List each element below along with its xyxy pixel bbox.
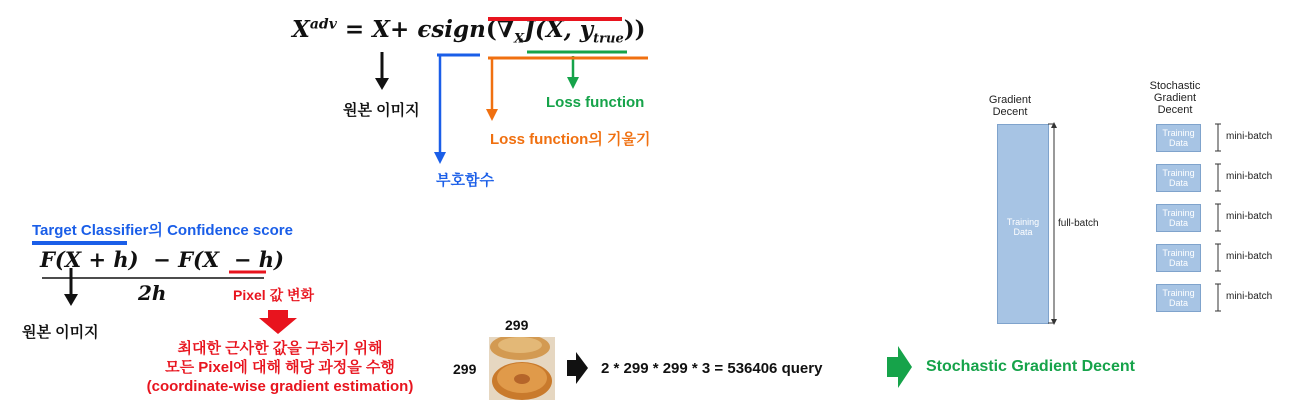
- sgd-title-line-1: Stochastic: [1149, 80, 1201, 92]
- eq-plus: +: [390, 16, 410, 43]
- eq-nabla-sub: X: [514, 31, 525, 47]
- mini-box-line-1: Training: [1162, 168, 1195, 178]
- explain-line-3: (coordinate-wise gradient estimation): [146, 378, 414, 395]
- mini-box-line-1: Training: [1162, 208, 1195, 218]
- mini-box-line-1: Training: [1162, 248, 1195, 258]
- gd-title-line-1: Gradient: [988, 94, 1032, 106]
- original-image-label-top: 원본 이미지: [343, 102, 420, 119]
- full-batch-label: full-batch: [1058, 218, 1099, 229]
- full-training-data-box: [997, 124, 1049, 324]
- fd-numerator: F(X + h) − F(X − h): [40, 247, 284, 272]
- orange-arrow-head: [486, 109, 498, 121]
- full-batch-bracket: [1048, 78, 1078, 334]
- sgd-title: [1140, 80, 1210, 116]
- mini-box-line-2: Data: [1168, 258, 1188, 268]
- mini-batch-label: mini-batch: [1226, 171, 1273, 182]
- bagel-icon: [489, 337, 555, 400]
- mini-box-label: [1157, 208, 1200, 228]
- mini-training-data-box: [1156, 284, 1201, 312]
- eq-lhs: X: [292, 16, 310, 43]
- blue-arrow-head: [434, 152, 446, 164]
- mini-batch-bracket: [1213, 162, 1227, 194]
- mini-batch-label: mini-batch: [1226, 131, 1273, 142]
- mini-box-label: [1157, 168, 1200, 188]
- eq-lhs-sup: adv: [309, 16, 337, 33]
- sgd-result-label: Stochastic Gradient Decent: [926, 358, 1135, 375]
- explain-line-1: 최대한 근사한 값을 구하기 위해: [177, 340, 383, 357]
- loss-gradient-label: Loss function의 기울기: [490, 131, 651, 148]
- full-box-line-2: Data: [1013, 227, 1033, 237]
- mini-box-line-1: Training: [1162, 288, 1195, 298]
- mini-batch-bracket: [1213, 202, 1227, 234]
- gd-title-line-2: Decent: [992, 106, 1028, 118]
- red-block-arrow: [259, 310, 297, 334]
- eq-equals: =: [344, 16, 365, 43]
- green-block-arrow: [887, 346, 912, 388]
- mini-batch-bracket: [1213, 282, 1227, 314]
- mini-box-line-2: Data: [1168, 178, 1188, 188]
- eq-args-sub: true: [593, 31, 624, 47]
- query-formula: 2 * 299 * 299 * 3 = 536406 query: [601, 360, 823, 377]
- gd-title: [980, 94, 1040, 118]
- black-arrow-head: [375, 78, 389, 90]
- pixel-change-label: Pixel 값 변화: [233, 287, 315, 303]
- black-block-arrow: [567, 352, 588, 384]
- image-width-label: 299: [505, 317, 529, 333]
- original-image-label-bottom: 원본 이미지: [22, 324, 99, 341]
- mini-batch-label: mini-batch: [1226, 291, 1273, 302]
- eq-nabla: ∇: [496, 16, 515, 43]
- full-box-label: [998, 217, 1048, 237]
- eq-args-open: (X, y: [535, 16, 594, 43]
- mini-training-data-box: [1156, 204, 1201, 232]
- mini-batch-label: mini-batch: [1226, 251, 1273, 262]
- eq-J: J: [524, 16, 536, 43]
- confidence-score-title: Target Classifier의 Confidence score: [32, 222, 293, 239]
- mini-training-data-box: [1156, 124, 1201, 152]
- sign-function-label: 부호함수: [436, 172, 494, 189]
- mini-box-label: [1157, 128, 1200, 148]
- image-height-label: 299: [453, 361, 477, 377]
- mini-batch-bracket: [1213, 242, 1227, 274]
- eq-eps-sign: ϵsign: [417, 16, 486, 43]
- eq-args-close: )): [623, 16, 646, 43]
- mini-batch-label: mini-batch: [1226, 211, 1273, 222]
- mini-training-data-box: [1156, 164, 1201, 192]
- green-arrow-head: [567, 77, 579, 89]
- mini-box-line-2: Data: [1168, 218, 1188, 228]
- gd-sgd-diagram: [980, 78, 1291, 334]
- full-box-line-1: Training: [1006, 217, 1040, 227]
- mini-training-data-box: [1156, 244, 1201, 272]
- black-arrow2-head: [64, 294, 78, 306]
- fd-denominator: 2h: [138, 281, 167, 305]
- eq-x: X: [372, 16, 391, 43]
- mini-box-line-2: Data: [1168, 138, 1188, 148]
- mini-box-label: [1157, 288, 1200, 308]
- mini-batch-bracket: [1213, 122, 1227, 154]
- mini-box-line-2: Data: [1168, 298, 1188, 308]
- bagel-image: [489, 337, 555, 400]
- loss-function-label: Loss function: [546, 94, 645, 111]
- eq-paren-open: (: [485, 16, 497, 43]
- mini-box-label: [1157, 248, 1200, 268]
- sgd-title-line-2: Gradient: [1153, 92, 1197, 104]
- explanation-text: [110, 339, 450, 396]
- mini-box-line-1: Training: [1162, 128, 1195, 138]
- sgd-title-line-3: Decent: [1157, 104, 1193, 116]
- explain-line-2: 모든 Pixel에 대해 해당 과정을 수행: [165, 359, 395, 376]
